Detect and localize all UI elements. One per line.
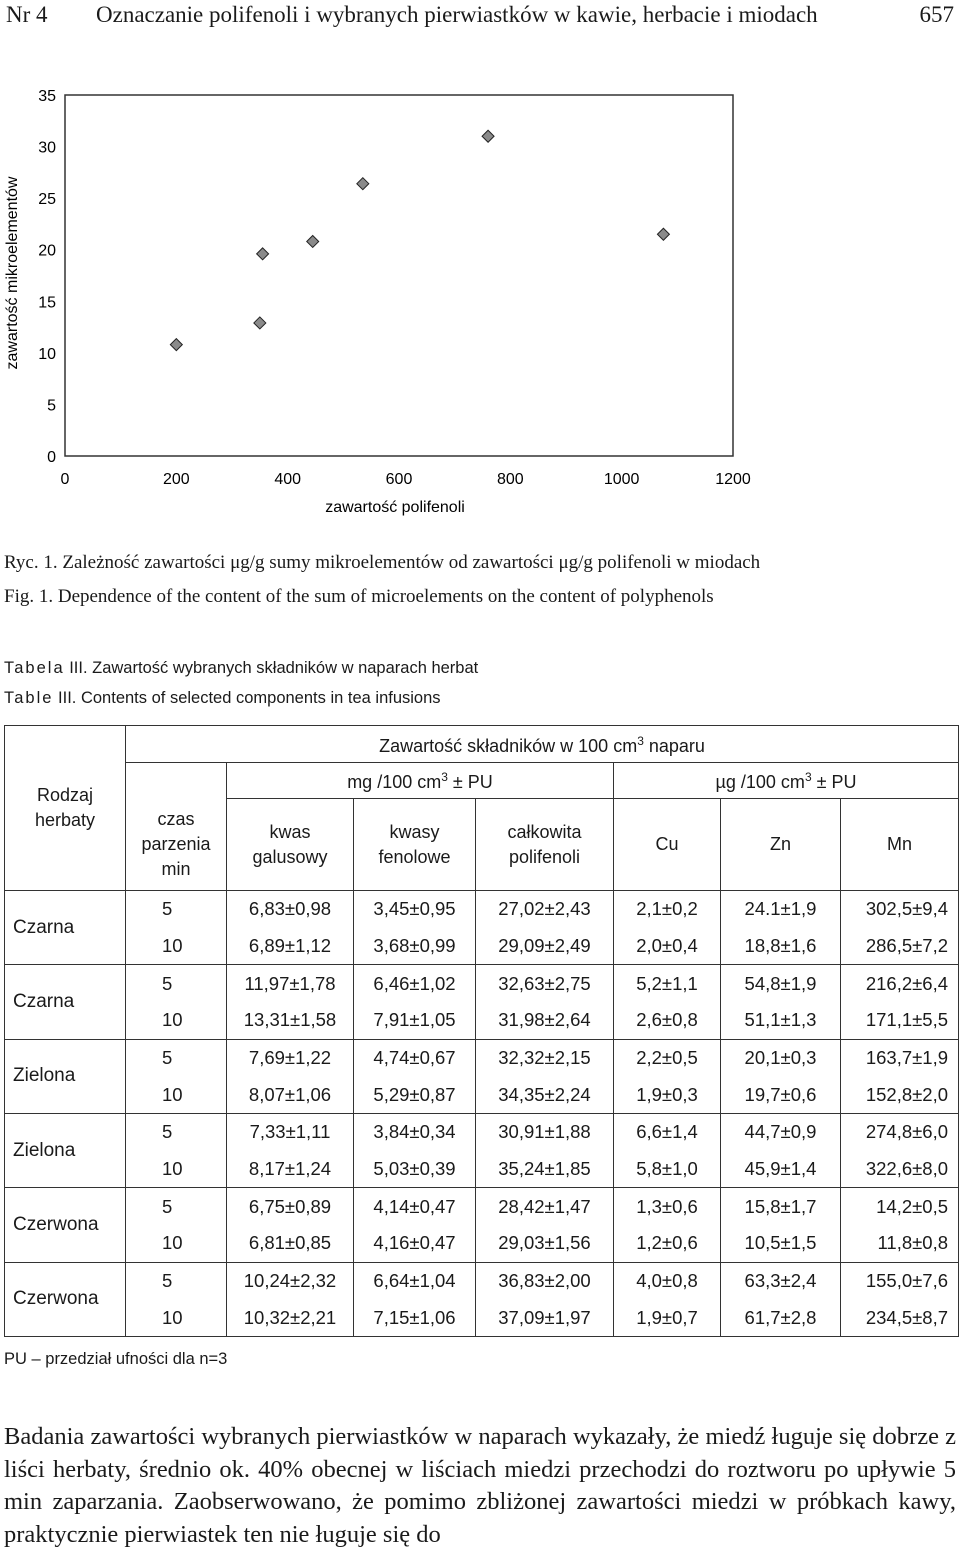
- table-cell: 8,17±1,24: [227, 1151, 354, 1188]
- table-cell: 5: [126, 1262, 227, 1299]
- herb-type-cell: Czarna: [5, 965, 126, 1039]
- x-tick-label: 600: [385, 471, 413, 488]
- running-header: [6, 0, 956, 34]
- table-cell: 29,03±1,56: [476, 1225, 614, 1262]
- table-cell: 163,7±1,9: [841, 1039, 959, 1076]
- table-cell: 31,98±2,64: [476, 1002, 614, 1039]
- y-tick-label: 20: [38, 242, 56, 260]
- table-cell: 6,46±1,02: [354, 965, 476, 1002]
- herb-type-cell: Zielona: [5, 1039, 126, 1113]
- table-row: [5, 1113, 959, 1150]
- table-cell: 5: [126, 1039, 227, 1076]
- table-cell: 10,5±1,5: [721, 1225, 841, 1262]
- table-cell: 4,74±0,67: [354, 1039, 476, 1076]
- table-cell: 3,45±0,95: [354, 890, 476, 927]
- data-points: [170, 130, 669, 350]
- table-row: [5, 890, 959, 927]
- table-cell: 1,2±0,6: [614, 1225, 721, 1262]
- table-row: [5, 1151, 959, 1188]
- data-point: [170, 339, 182, 351]
- table-cell: 6,6±1,4: [614, 1113, 721, 1150]
- table-cell: 14,2±0,5: [841, 1188, 959, 1225]
- data-point: [257, 248, 269, 260]
- table-footnote: PU – przedział ufności dla n=3: [4, 1350, 228, 1368]
- table-cell: 36,83±2,00: [476, 1262, 614, 1299]
- table-cell: 10: [126, 928, 227, 965]
- table-cell: 4,16±0,47: [354, 1225, 476, 1262]
- figure-caption-pl: Ryc. 1. Zależność zawartości μg/g sumy mikroelementów od zawartości μg/g polifenoli w miodach: [4, 552, 761, 573]
- plot-area: [65, 95, 733, 456]
- header-czas-top: [126, 762, 227, 799]
- table-cell: 27,02±2,43: [476, 890, 614, 927]
- herb-type-cell: Czerwona: [5, 1262, 126, 1336]
- data-point: [657, 228, 669, 240]
- table-cell: 6,75±0,89: [227, 1188, 354, 1225]
- y-tick-label: 15: [38, 294, 56, 312]
- table-row: [5, 965, 959, 1002]
- table-cell: 19,7±0,6: [721, 1076, 841, 1113]
- table-cell: 37,09±1,97: [476, 1299, 614, 1336]
- table-label-pl-rest: III. Zawartość wybranych składników w naparach herbat: [69, 659, 479, 677]
- header-fenolowe: kwasy fenolowe: [354, 799, 476, 891]
- header-rodzaj: Rodzaj herbaty: [5, 726, 126, 891]
- header-zn: Zn: [721, 799, 841, 891]
- table-cell: 7,69±1,22: [227, 1039, 354, 1076]
- table-row: [5, 1299, 959, 1336]
- table-cell: 45,9±1,4: [721, 1151, 841, 1188]
- table-cell: 11,97±1,78: [227, 965, 354, 1002]
- table-row: [5, 1076, 959, 1113]
- table-cell: 32,63±2,75: [476, 965, 614, 1002]
- table-cell: 10: [126, 1076, 227, 1113]
- table-cell: 61,7±2,8: [721, 1299, 841, 1336]
- table-cell: 3,68±0,99: [354, 928, 476, 965]
- table-cell: 5: [126, 1113, 227, 1150]
- x-tick-label: 800: [496, 471, 524, 488]
- table-cell: 6,83±0,98: [227, 890, 354, 927]
- x-axis-label: zawartość polifenoli: [325, 499, 465, 516]
- table-cell: 3,84±0,34: [354, 1113, 476, 1150]
- table-cell: 5,29±0,87: [354, 1076, 476, 1113]
- header-polifenoli: całkowita polifenoli: [476, 799, 614, 891]
- table-cell: 6,89±1,12: [227, 928, 354, 965]
- table-cell: 11,8±0,8: [841, 1225, 959, 1262]
- table-cell: 35,24±1,85: [476, 1151, 614, 1188]
- table-cell: 2,1±0,2: [614, 890, 721, 927]
- table-cell: 34,35±2,24: [476, 1076, 614, 1113]
- table-cell: 6,81±0,85: [227, 1225, 354, 1262]
- table-cell: 234,5±8,7: [841, 1299, 959, 1336]
- table-cell: 54,8±1,9: [721, 965, 841, 1002]
- table-cell: 28,42±1,47: [476, 1188, 614, 1225]
- table-cell: 322,6±8,0: [841, 1151, 959, 1188]
- y-tick-label: 0: [47, 449, 56, 466]
- header-cu: Cu: [614, 799, 721, 891]
- table-cell: 2,0±0,4: [614, 928, 721, 965]
- table-label-en-prefix: Table: [4, 689, 54, 707]
- table-cell: 274,8±6,0: [841, 1113, 959, 1150]
- table-cell: 5,2±1,1: [614, 965, 721, 1002]
- herb-type-cell: Czerwona: [5, 1188, 126, 1262]
- table-cell: 2,2±0,5: [614, 1039, 721, 1076]
- table-cell: 5,03±0,39: [354, 1151, 476, 1188]
- table-cell: 15,8±1,7: [721, 1188, 841, 1225]
- table-cell: 5: [126, 890, 227, 927]
- table-cell: 171,1±5,5: [841, 1002, 959, 1039]
- table-cell: 13,31±1,58: [227, 1002, 354, 1039]
- running-title: Oznaczanie polifenoli i wybranych pierwiastków w kawie, herbacie i miodach: [96, 2, 818, 27]
- page-number: 657: [919, 2, 954, 27]
- y-axis-label: zawartość mikroelementów: [4, 176, 21, 370]
- header-mn: Mn: [841, 799, 959, 891]
- x-tick-label: 0: [60, 471, 70, 488]
- x-tick-label: 400: [274, 471, 302, 488]
- data-point: [357, 178, 369, 190]
- table-cell: 1,9±0,3: [614, 1076, 721, 1113]
- table-label-en: [4, 689, 441, 708]
- table-cell: 10: [126, 1299, 227, 1336]
- table-cell: 32,32±2,15: [476, 1039, 614, 1076]
- header-main: Zawartość składników w 100 $cm^3$ naparu: [126, 726, 959, 763]
- table-cell: 24.1±1,9: [721, 890, 841, 927]
- x-tick-label: 1000: [603, 471, 640, 488]
- scatter-chart: [0, 75, 960, 525]
- table-cell: 8,07±1,06: [227, 1076, 354, 1113]
- table-cell: 18,8±1,6: [721, 928, 841, 965]
- y-tick-label: 5: [47, 397, 56, 415]
- table-cell: 216,2±6,4: [841, 965, 959, 1002]
- table-cell: 20,1±0,3: [721, 1039, 841, 1076]
- figure-caption-en: Fig. 1. Dependence of the content of the sum of microelements on the content of polyphenols: [4, 586, 714, 607]
- table-cell: 5,8±1,0: [614, 1151, 721, 1188]
- data-point: [307, 235, 319, 247]
- table-cell: 30,91±1,88: [476, 1113, 614, 1150]
- table-cell: 29,09±2,49: [476, 928, 614, 965]
- table-cell: 44,7±0,9: [721, 1113, 841, 1150]
- table-cell: 302,5±9,4: [841, 890, 959, 927]
- table-cell: 6,64±1,04: [354, 1262, 476, 1299]
- body-paragraph: Badania zawartości wybranych pierwiastków w naparach wykazały, że miedź ługuje się dobrze z liści herbaty, średnio ok. 40% obecnej w liściach miedzi przechodzi do roztworu po upływie 5 min zaparzania. Zaobserwowano, że pomimo zbliżonej zawartości miedzi w próbkach kawy, praktycznie pierwiastek ten nie ługuje się do: [4, 1423, 956, 1548]
- header-mg: mg /100 $cm^3$ ± PU: [227, 762, 614, 799]
- table-cell: 10,32±2,21: [227, 1299, 354, 1336]
- table-row: [5, 1225, 959, 1262]
- x-tick-label: 200: [162, 471, 190, 488]
- y-tick-label: 35: [38, 88, 56, 105]
- table-cell: 5: [126, 1188, 227, 1225]
- table-cell: 7,33±1,11: [227, 1113, 354, 1150]
- header-galusowy: kwas galusowy: [227, 799, 354, 891]
- table-cell: 2,6±0,8: [614, 1002, 721, 1039]
- table-row: [5, 928, 959, 965]
- table-cell: 1,3±0,6: [614, 1188, 721, 1225]
- table-cell: 286,5±7,2: [841, 928, 959, 965]
- header-czas: czas parzenia min: [126, 799, 227, 891]
- table-label-en-rest: III. Contents of selected components in tea infusions: [58, 689, 441, 707]
- issue-number: Nr 4: [6, 2, 48, 27]
- header-ug: µg /100 $cm^3$ ± PU: [614, 762, 959, 799]
- y-tick-label: 25: [38, 191, 56, 209]
- table-cell: 10: [126, 1151, 227, 1188]
- data-point: [482, 130, 494, 142]
- herb-type-cell: Zielona: [5, 1113, 126, 1187]
- table-row: [5, 1262, 959, 1299]
- table-cell: 7,15±1,06: [354, 1299, 476, 1336]
- table-cell: 10,24±2,32: [227, 1262, 354, 1299]
- table-row: [5, 1039, 959, 1076]
- table-cell: 10: [126, 1225, 227, 1262]
- table-cell: 7,91±1,05: [354, 1002, 476, 1039]
- table-label-pl-prefix: Tabela: [4, 659, 65, 677]
- table-row: [5, 1188, 959, 1225]
- y-axis-ticks: [38, 88, 56, 466]
- table-cell: 1,9±0,7: [614, 1299, 721, 1336]
- table-row: [5, 1002, 959, 1039]
- x-axis-ticks: [61, 471, 751, 488]
- table-cell: 63,3±2,4: [721, 1262, 841, 1299]
- y-tick-label: 30: [38, 139, 56, 157]
- table-cell: 4,14±0,47: [354, 1188, 476, 1225]
- table-cell: 4,0±0,8: [614, 1262, 721, 1299]
- table-cell: 51,1±1,3: [721, 1002, 841, 1039]
- table-cell: 10: [126, 1002, 227, 1039]
- y-tick-label: 10: [38, 345, 56, 363]
- data-table: [4, 725, 959, 1337]
- table-cell: 152,8±2,0: [841, 1076, 959, 1113]
- table-cell: 155,0±7,6: [841, 1262, 959, 1299]
- table-cell: 5: [126, 965, 227, 1002]
- herb-type-cell: Czarna: [5, 890, 126, 964]
- data-point: [254, 317, 266, 329]
- table-label-pl: [4, 659, 478, 678]
- x-tick-label: 1200: [715, 471, 751, 488]
